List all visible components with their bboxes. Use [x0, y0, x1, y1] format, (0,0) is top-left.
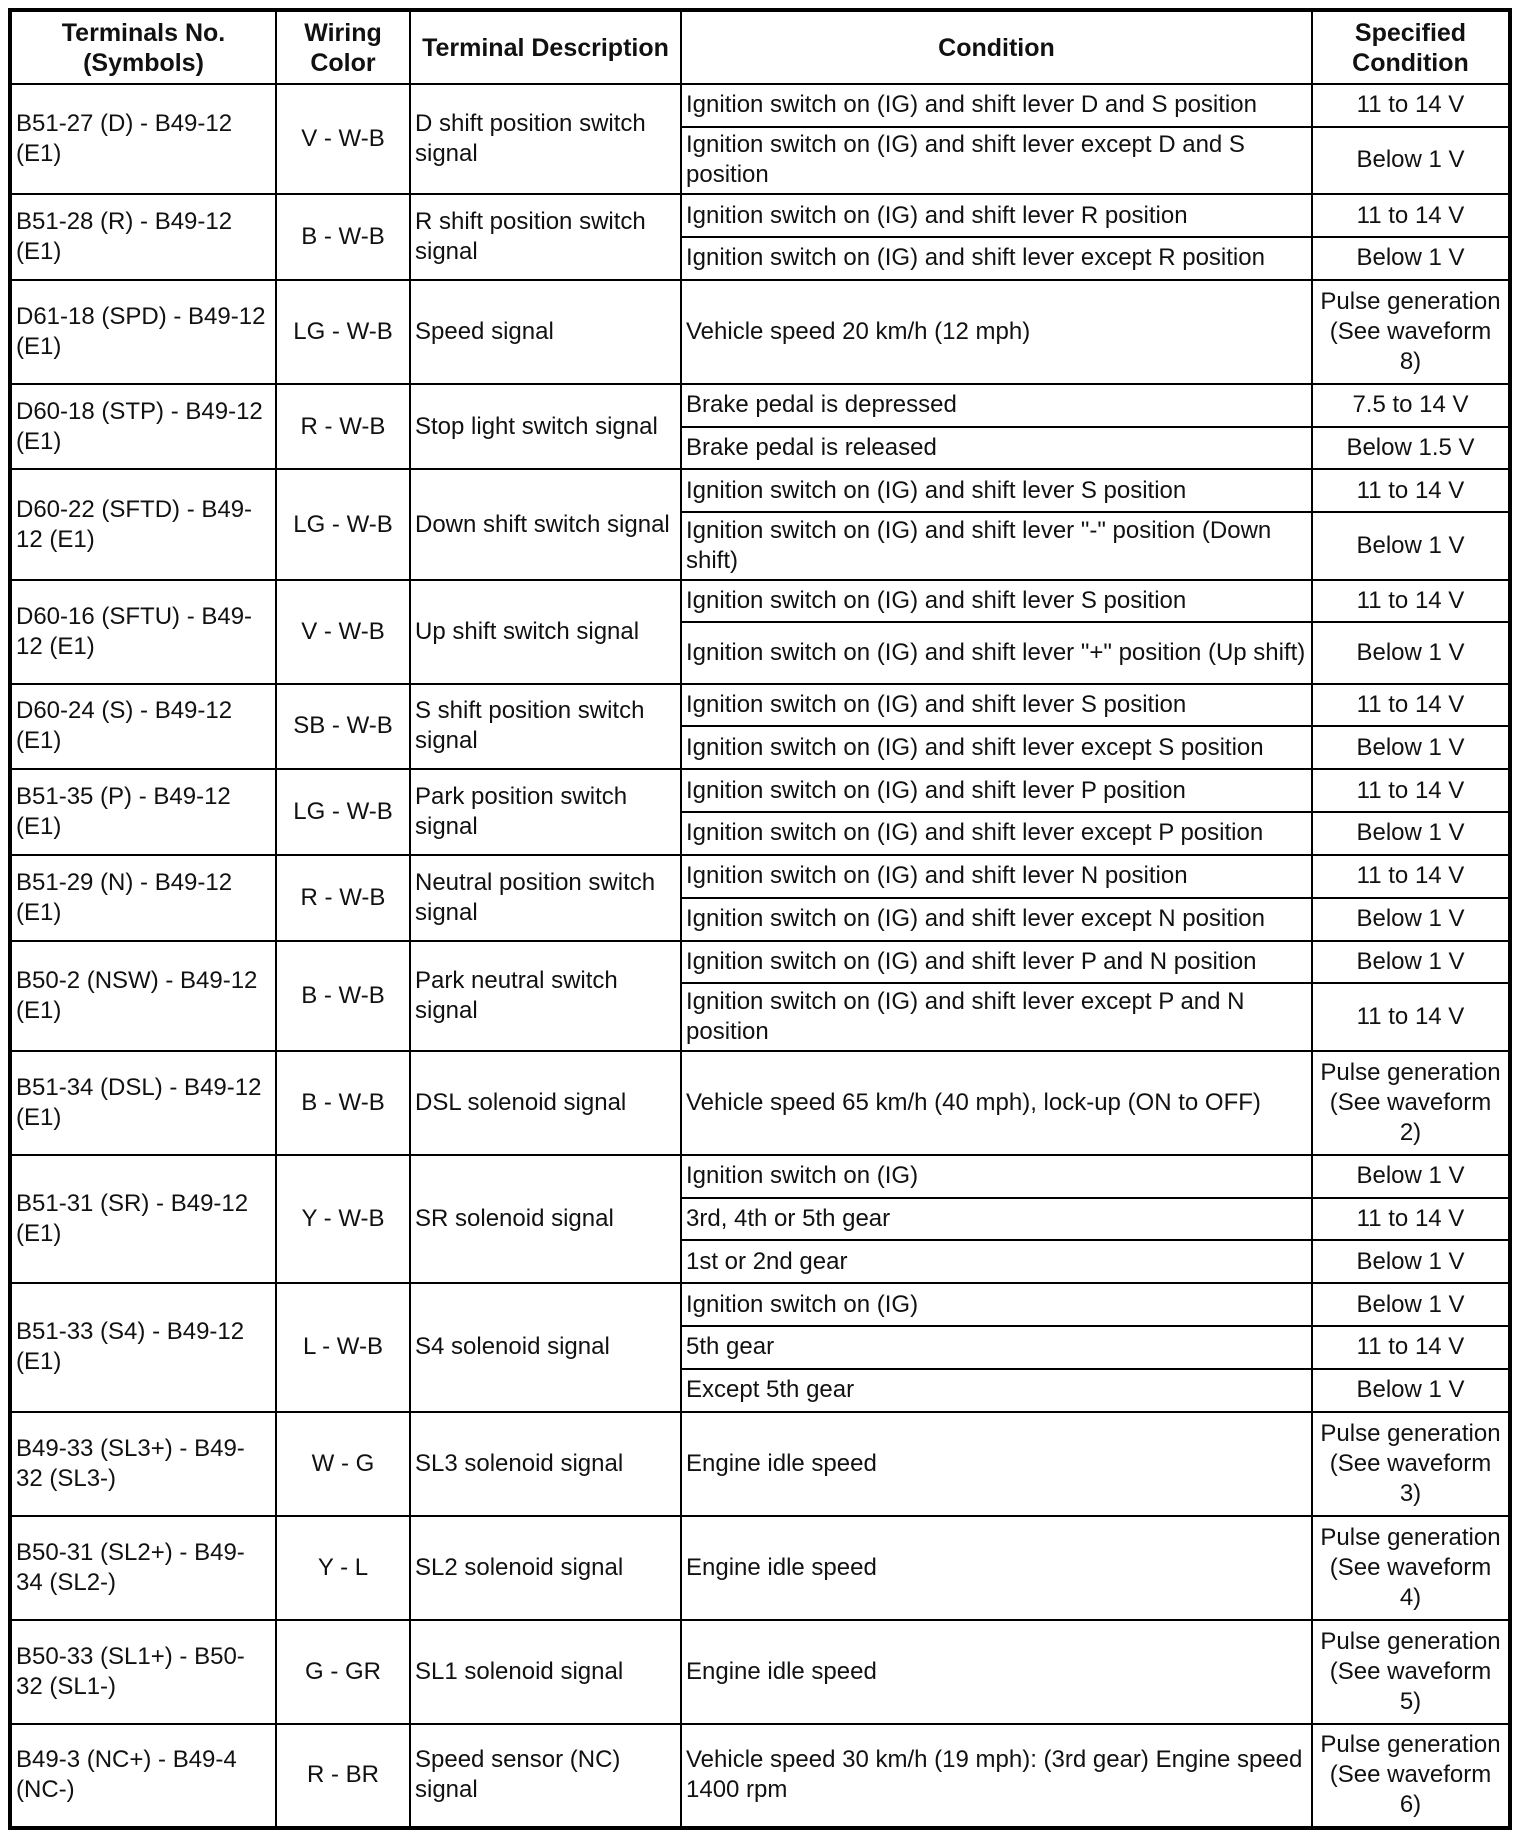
- condition-cell: Vehicle speed 30 km/h (19 mph): (3rd gear) Engine speed 1400 rpm: [681, 1724, 1312, 1828]
- wiring-color-cell: R - W-B: [276, 384, 410, 470]
- wiring-color-cell: V - W-B: [276, 84, 410, 194]
- specified-condition-cell: Below 1 V: [1312, 512, 1510, 579]
- table-row: [10, 1724, 1510, 1828]
- terminal-cell: B51-34 (DSL) - B49-12 (E1): [10, 1051, 276, 1155]
- condition-cell: Ignition switch on (IG) and shift lever except P and N position: [681, 983, 1312, 1050]
- specified-condition-cell: 11 to 14 V: [1312, 84, 1510, 127]
- terminal-description-cell: Down shift switch signal: [410, 469, 681, 579]
- condition-cell: Ignition switch on (IG) and shift lever "-" position (Down shift): [681, 512, 1312, 579]
- terminal-cell: B50-2 (NSW) - B49-12 (E1): [10, 941, 276, 1051]
- terminal-cell: B51-28 (R) - B49-12 (E1): [10, 194, 276, 280]
- table-row: [10, 194, 1510, 237]
- table-row: [10, 84, 1510, 127]
- condition-cell: Ignition switch on (IG) and shift lever except S position: [681, 726, 1312, 769]
- terminal-cell: D60-22 (SFTD) - B49-12 (E1): [10, 469, 276, 579]
- specified-condition-cell: Pulse generation (See waveform 3): [1312, 1412, 1510, 1516]
- wiring-color-cell: R - BR: [276, 1724, 410, 1828]
- terminal-cell: D60-18 (STP) - B49-12 (E1): [10, 384, 276, 470]
- specified-condition-cell: Below 1 V: [1312, 1155, 1510, 1198]
- table-body: [10, 84, 1510, 1828]
- wiring-color-cell: LG - W-B: [276, 769, 410, 855]
- specified-condition-cell: Below 1.5 V: [1312, 427, 1510, 470]
- specified-condition-cell: 11 to 14 V: [1312, 769, 1510, 812]
- table-row: [10, 941, 1510, 984]
- wiring-color-cell: R - W-B: [276, 855, 410, 941]
- condition-cell: 5th gear: [681, 1326, 1312, 1369]
- specified-condition-cell: 11 to 14 V: [1312, 1326, 1510, 1369]
- table-row: [10, 1516, 1510, 1620]
- table-row: [10, 1155, 1510, 1198]
- terminal-description-cell: R shift position switch signal: [410, 194, 681, 280]
- terminal-description-cell: Stop light switch signal: [410, 384, 681, 470]
- terminal-description-cell: Park neutral switch signal: [410, 941, 681, 1051]
- header-row: [10, 10, 1510, 84]
- wiring-color-cell: W - G: [276, 1412, 410, 1516]
- table-row: [10, 384, 1510, 427]
- terminal-description-cell: Speed sensor (NC) signal: [410, 1724, 681, 1828]
- table-row: [10, 280, 1510, 384]
- header-condition: Condition: [681, 10, 1312, 84]
- terminal-description-cell: SR solenoid signal: [410, 1155, 681, 1283]
- condition-cell: Vehicle speed 65 km/h (40 mph), lock-up (ON to OFF): [681, 1051, 1312, 1155]
- terminal-inspection-sheet: [8, 8, 1512, 1830]
- condition-cell: Ignition switch on (IG) and shift lever P and N position: [681, 941, 1312, 984]
- terminal-description-cell: S4 solenoid signal: [410, 1283, 681, 1411]
- condition-cell: Ignition switch on (IG) and shift lever S position: [681, 469, 1312, 512]
- wiring-color-cell: SB - W-B: [276, 684, 410, 770]
- table-row: [10, 1620, 1510, 1724]
- wiring-color-cell: L - W-B: [276, 1283, 410, 1411]
- table-row: [10, 1283, 1510, 1326]
- specified-condition-cell: Below 1 V: [1312, 1240, 1510, 1283]
- condition-cell: Ignition switch on (IG) and shift lever except D and S position: [681, 127, 1312, 194]
- terminal-description-cell: SL1 solenoid signal: [410, 1620, 681, 1724]
- wiring-color-cell: B - W-B: [276, 1051, 410, 1155]
- condition-cell: Ignition switch on (IG) and shift lever N position: [681, 855, 1312, 898]
- condition-cell: Engine idle speed: [681, 1516, 1312, 1620]
- terminal-description-cell: Park position switch signal: [410, 769, 681, 855]
- specified-condition-cell: 7.5 to 14 V: [1312, 384, 1510, 427]
- condition-cell: Ignition switch on (IG) and shift lever P position: [681, 769, 1312, 812]
- specified-condition-cell: 11 to 14 V: [1312, 983, 1510, 1050]
- wiring-color-cell: LG - W-B: [276, 280, 410, 384]
- condition-cell: 1st or 2nd gear: [681, 1240, 1312, 1283]
- terminal-description-cell: Neutral position switch signal: [410, 855, 681, 941]
- wiring-color-cell: G - GR: [276, 1620, 410, 1724]
- table-row: [10, 469, 1510, 512]
- condition-cell: Engine idle speed: [681, 1412, 1312, 1516]
- terminal-cell: B49-3 (NC+) - B49-4 (NC-): [10, 1724, 276, 1828]
- table-row: [10, 684, 1510, 727]
- table-row: [10, 1051, 1510, 1155]
- specified-condition-cell: 11 to 14 V: [1312, 684, 1510, 727]
- condition-cell: 3rd, 4th or 5th gear: [681, 1198, 1312, 1241]
- terminal-description-cell: SL3 solenoid signal: [410, 1412, 681, 1516]
- specified-condition-cell: 11 to 14 V: [1312, 194, 1510, 237]
- wiring-color-cell: B - W-B: [276, 194, 410, 280]
- terminal-description-cell: D shift position switch signal: [410, 84, 681, 194]
- specified-condition-cell: Pulse generation (See waveform 6): [1312, 1724, 1510, 1828]
- terminal-description-cell: Speed signal: [410, 280, 681, 384]
- wiring-color-cell: V - W-B: [276, 580, 410, 684]
- header-terminal-description: Terminal Description: [410, 10, 681, 84]
- table-row: [10, 1412, 1510, 1516]
- specified-condition-cell: Below 1 V: [1312, 237, 1510, 280]
- specified-condition-cell: Below 1 V: [1312, 127, 1510, 194]
- header-terminals: Terminals No. (Symbols): [10, 10, 276, 84]
- condition-cell: Ignition switch on (IG): [681, 1155, 1312, 1198]
- specified-condition-cell: Below 1 V: [1312, 812, 1510, 855]
- condition-cell: Brake pedal is released: [681, 427, 1312, 470]
- terminal-description-cell: DSL solenoid signal: [410, 1051, 681, 1155]
- terminal-cell: B50-31 (SL2+) - B49-34 (SL2-): [10, 1516, 276, 1620]
- wiring-color-cell: LG - W-B: [276, 469, 410, 579]
- table-row: [10, 769, 1510, 812]
- terminal-cell: D60-16 (SFTU) - B49-12 (E1): [10, 580, 276, 684]
- terminal-cell: B51-29 (N) - B49-12 (E1): [10, 855, 276, 941]
- terminal-description-cell: Up shift switch signal: [410, 580, 681, 684]
- condition-cell: Ignition switch on (IG) and shift lever except R position: [681, 237, 1312, 280]
- terminal-cell: D61-18 (SPD) - B49-12 (E1): [10, 280, 276, 384]
- condition-cell: Vehicle speed 20 km/h (12 mph): [681, 280, 1312, 384]
- condition-cell: Ignition switch on (IG) and shift lever R position: [681, 194, 1312, 237]
- specified-condition-cell: Below 1 V: [1312, 1283, 1510, 1326]
- specified-condition-cell: Pulse generation (See waveform 8): [1312, 280, 1510, 384]
- specified-condition-cell: Below 1 V: [1312, 726, 1510, 769]
- condition-cell: Ignition switch on (IG) and shift lever "+" position (Up shift): [681, 622, 1312, 683]
- terminal-cell: B51-31 (SR) - B49-12 (E1): [10, 1155, 276, 1283]
- terminal-cell: B49-33 (SL3+) - B49-32 (SL3-): [10, 1412, 276, 1516]
- header-specified-condition: Specified Condition: [1312, 10, 1510, 84]
- header-wiring-color: Wiring Color: [276, 10, 410, 84]
- terminal-description-cell: S shift position switch signal: [410, 684, 681, 770]
- specified-condition-cell: 11 to 14 V: [1312, 580, 1510, 623]
- wiring-color-cell: Y - L: [276, 1516, 410, 1620]
- specified-condition-cell: Pulse generation (See waveform 2): [1312, 1051, 1510, 1155]
- terminal-cell: B51-33 (S4) - B49-12 (E1): [10, 1283, 276, 1411]
- specified-condition-cell: 11 to 14 V: [1312, 1198, 1510, 1241]
- condition-cell: Ignition switch on (IG): [681, 1283, 1312, 1326]
- specified-condition-cell: Pulse generation (See waveform 5): [1312, 1620, 1510, 1724]
- terminal-cell: B51-35 (P) - B49-12 (E1): [10, 769, 276, 855]
- specified-condition-cell: 11 to 14 V: [1312, 469, 1510, 512]
- condition-cell: Ignition switch on (IG) and shift lever D and S position: [681, 84, 1312, 127]
- wiring-color-cell: B - W-B: [276, 941, 410, 1051]
- terminal-description-cell: SL2 solenoid signal: [410, 1516, 681, 1620]
- specified-condition-cell: Below 1 V: [1312, 622, 1510, 683]
- condition-cell: Ignition switch on (IG) and shift lever except P position: [681, 812, 1312, 855]
- terminal-table: [8, 8, 1512, 1830]
- condition-cell: Engine idle speed: [681, 1620, 1312, 1724]
- specified-condition-cell: Below 1 V: [1312, 898, 1510, 941]
- terminal-cell: B51-27 (D) - B49-12 (E1): [10, 84, 276, 194]
- condition-cell: Brake pedal is depressed: [681, 384, 1312, 427]
- wiring-color-cell: Y - W-B: [276, 1155, 410, 1283]
- specified-condition-cell: 11 to 14 V: [1312, 855, 1510, 898]
- terminal-cell: B50-33 (SL1+) - B50-32 (SL1-): [10, 1620, 276, 1724]
- terminal-cell: D60-24 (S) - B49-12 (E1): [10, 684, 276, 770]
- table-row: [10, 855, 1510, 898]
- condition-cell: Except 5th gear: [681, 1369, 1312, 1412]
- specified-condition-cell: Below 1 V: [1312, 1369, 1510, 1412]
- condition-cell: Ignition switch on (IG) and shift lever S position: [681, 684, 1312, 727]
- specified-condition-cell: Below 1 V: [1312, 941, 1510, 984]
- table-row: [10, 580, 1510, 623]
- specified-condition-cell: Pulse generation (See waveform 4): [1312, 1516, 1510, 1620]
- condition-cell: Ignition switch on (IG) and shift lever except N position: [681, 898, 1312, 941]
- condition-cell: Ignition switch on (IG) and shift lever S position: [681, 580, 1312, 623]
